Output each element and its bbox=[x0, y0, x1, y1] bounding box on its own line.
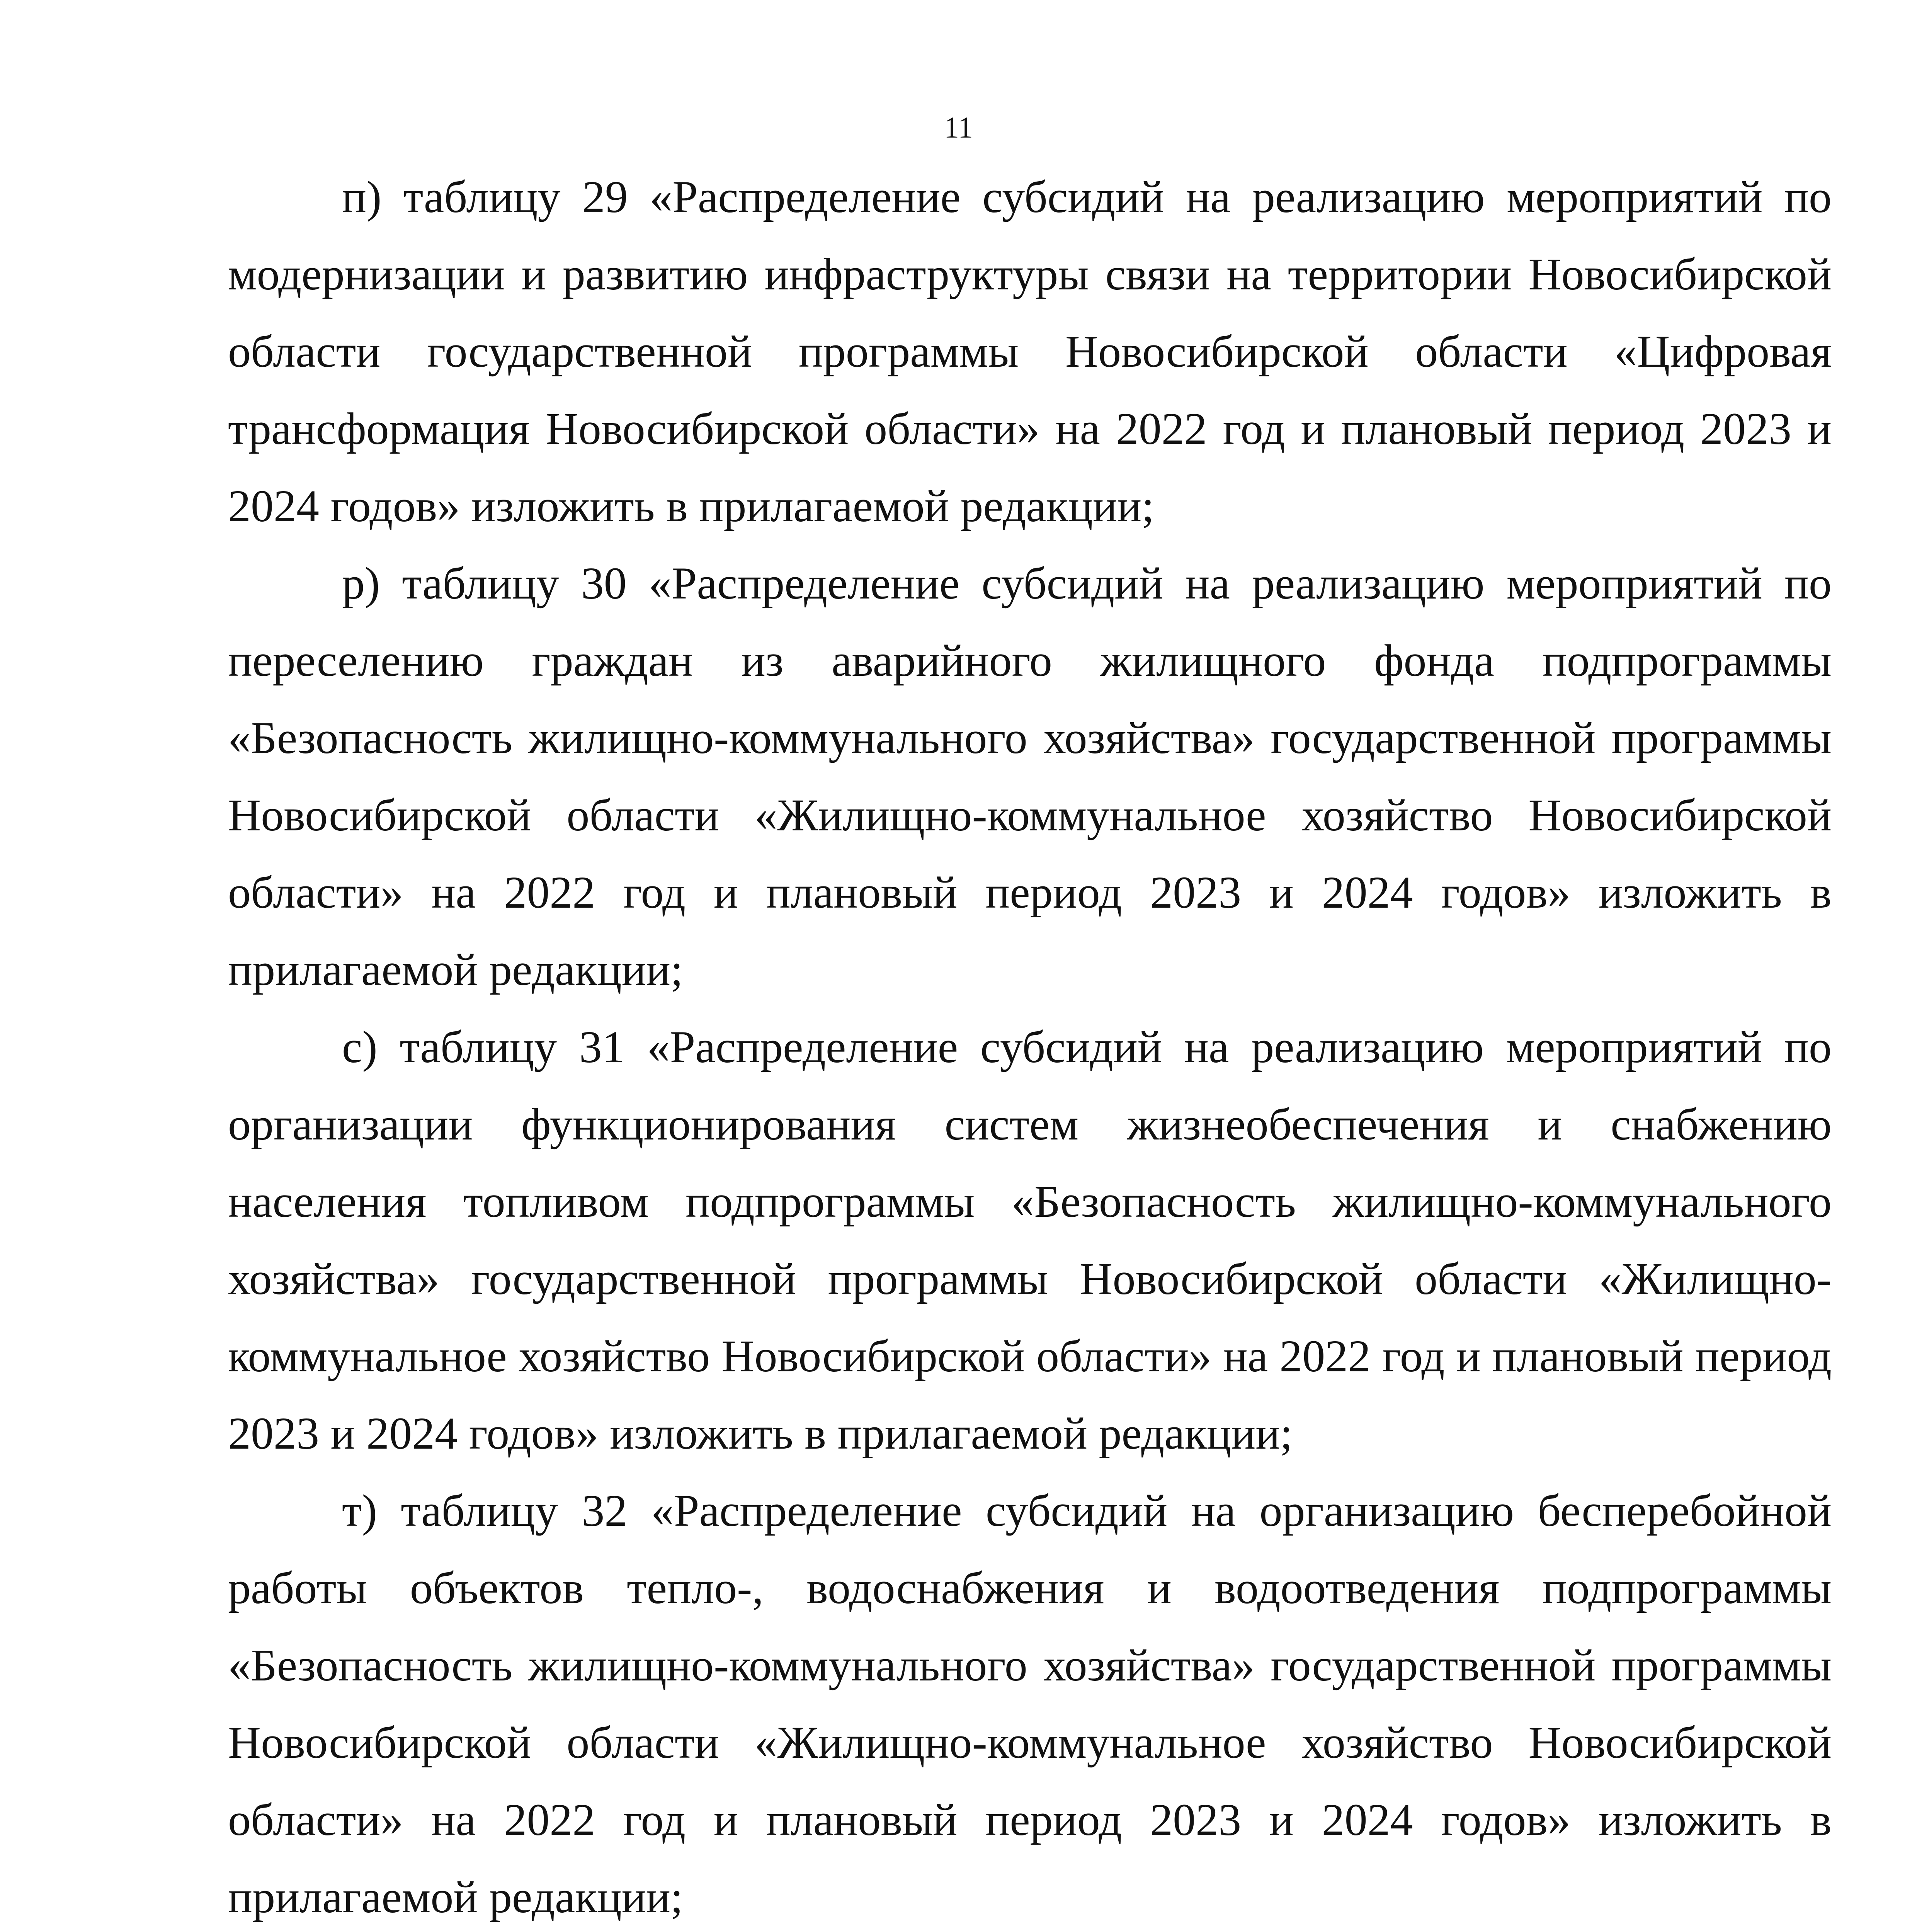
paragraph-s: с) таблицу 31 «Распределение субсидий на реализацию мероприятий по организации функционирования систем жизнеобеспечения и снабжению населения топливом подпрограммы «Безопасность жилищно-коммунального хозяйства» государственной программы Новосибирской области «Жилищно-коммунальное хозяйство Новосибирской области» на 2022 год и плановый период 2023 и 2024 годов» изложить в прилагаемой редакции; bbox=[228, 1022, 1832, 1459]
paragraph-t: т) таблицу 32 «Распределение субсидий на организацию бесперебойной работы объектов тепло-, водоснабжения и водоотведения подпрограммы «Безопасность жилищно-коммунального хозяйства» государственной программы Новосибирской области «Жилищно-коммунальное хозяйство Новосибирской области» на 2022 год и плановый период 2023 и 2024 годов» изложить в прилагаемой редакции; bbox=[228, 1485, 1832, 1922]
paragraph-r: р) таблицу 30 «Распределение субсидий на реализацию мероприятий по переселению граждан из аварийного жилищного фонда подпрограммы «Безопасность жилищно-коммунального хозяйства» государственной программы Новосибирской области «Жилищно-коммунальное хозяйство Новосибирской области» на 2022 год и плановый период 2023 и 2024 годов» изложить в прилагаемой редакции; bbox=[228, 558, 1832, 995]
paragraph-p: п) таблицу 29 «Распределение субсидий на реализацию мероприятий по модернизации и развитию инфраструктуры связи на территории Новосибирской области государственной программы Новосибирской области «Цифровая трансформация Новосибирской области» на 2022 год и плановый период 2023 и 2024 годов» изложить в прилагаемой редакции; bbox=[228, 172, 1832, 531]
document-body bbox=[228, 158, 1832, 1932]
page-number: 11 bbox=[944, 111, 973, 144]
